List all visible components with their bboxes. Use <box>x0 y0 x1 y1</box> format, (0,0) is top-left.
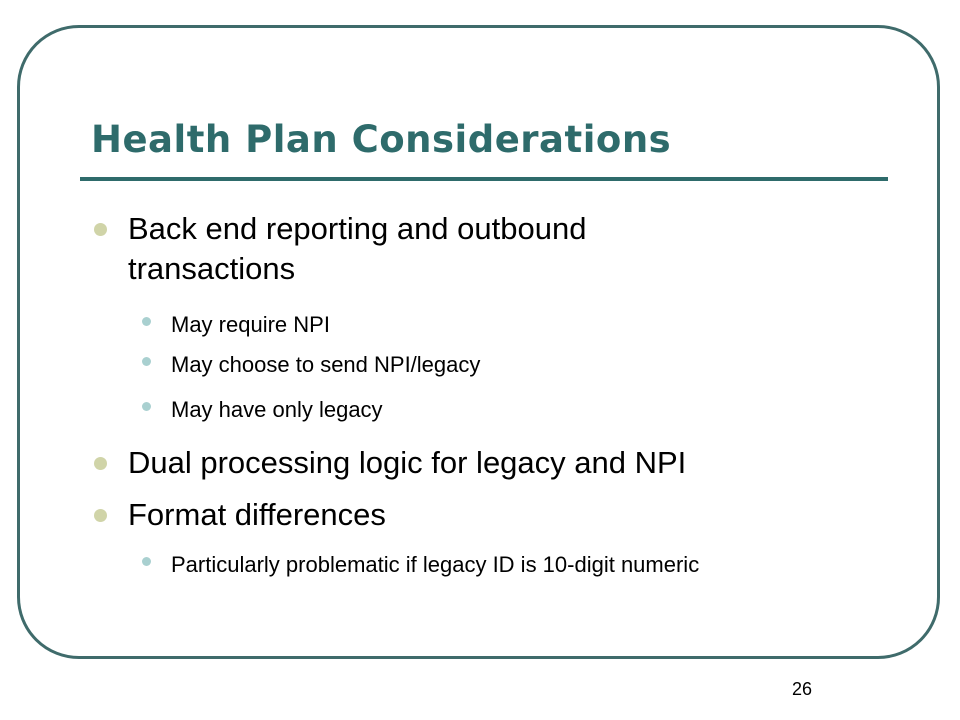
bullet-format-differences: Format differences <box>128 495 386 535</box>
title-underline <box>80 177 888 181</box>
slide-title: Health Plan Considerations <box>91 118 672 161</box>
sub-bullet-may-require-npi: May require NPI <box>171 310 330 340</box>
bullet-dual-processing-logic: Dual processing logic for legacy and NPI <box>128 443 686 483</box>
sub-bullet-problematic-10-digit: Particularly problematic if legacy ID is 10-digit numeric <box>171 550 811 580</box>
sub-bullet-may-have-only-legacy: May have only legacy <box>171 395 383 425</box>
sub-bullet-may-choose-npi-legacy: May choose to send NPI/legacy <box>171 350 480 380</box>
bullet-back-end-reporting: Back end reporting and outbound transactions <box>128 209 708 289</box>
page-number: 26 <box>792 679 813 699</box>
